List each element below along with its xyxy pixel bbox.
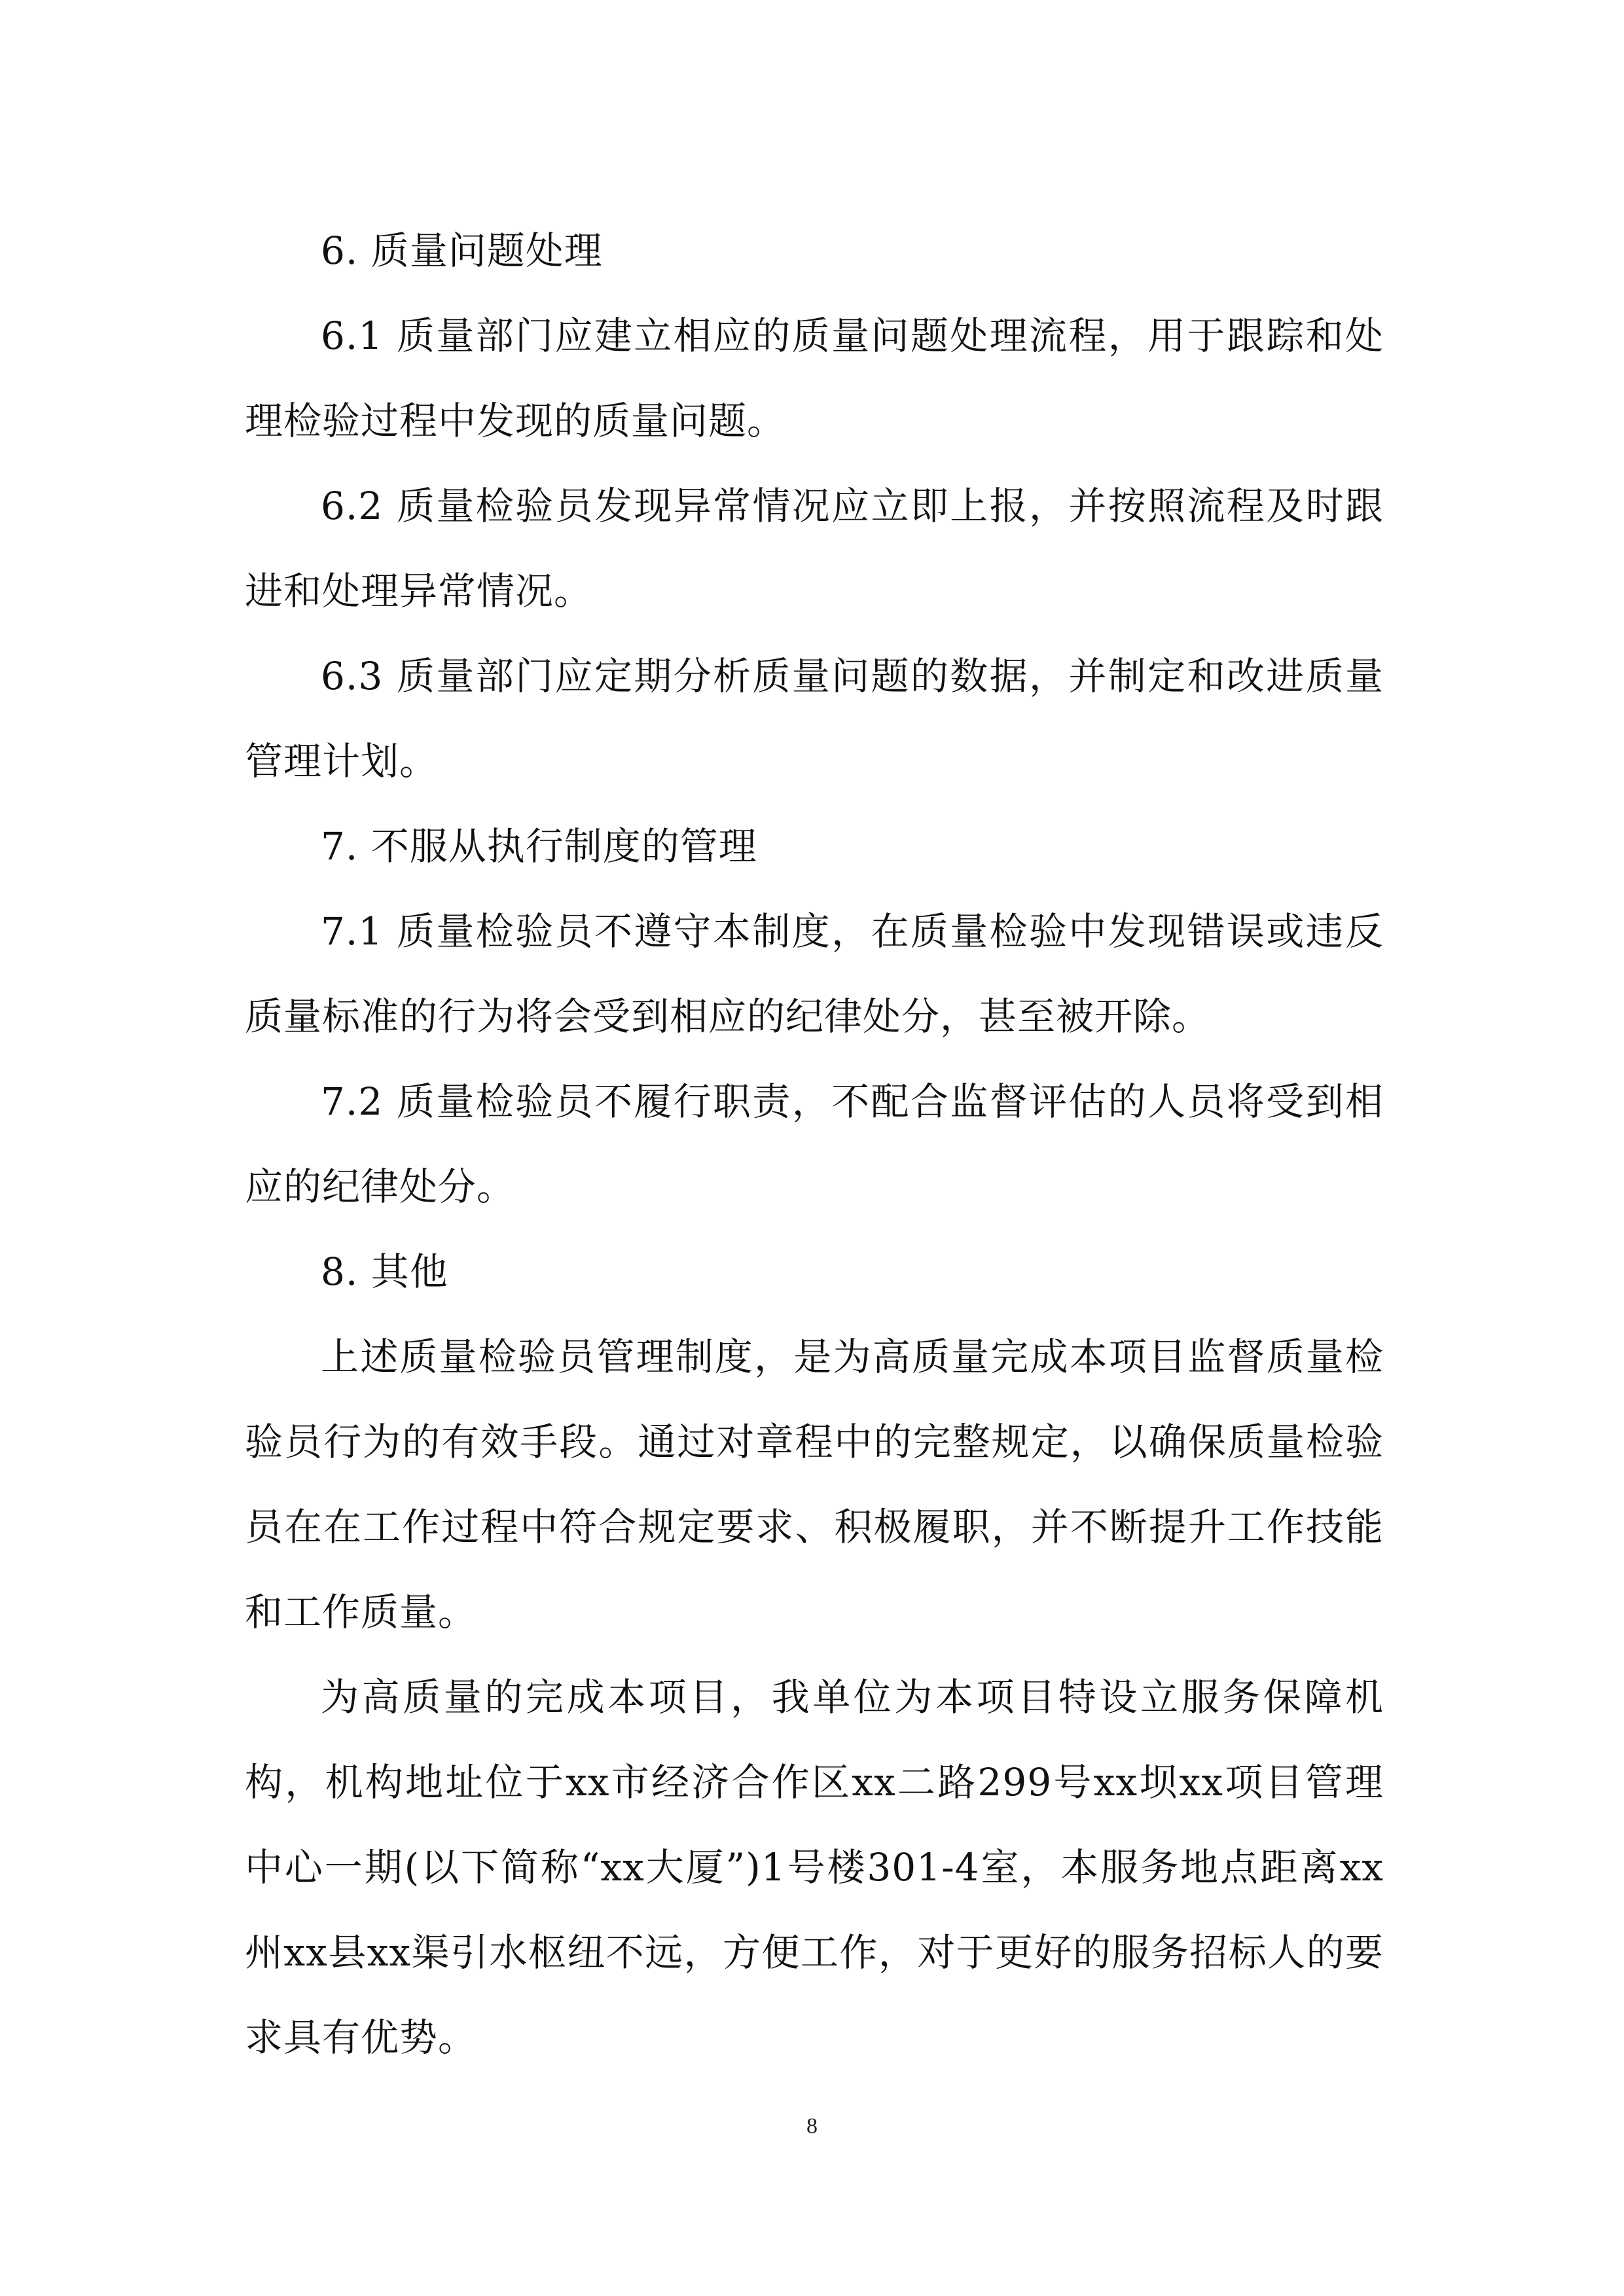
section-heading-6: 6. 质量问题处理 <box>321 228 603 273</box>
paragraph-6-2: 6.2 质量检验员发现异常情况应立即上报，并按照流程及时跟进和处理异常情况。 <box>245 484 1384 613</box>
document-body <box>245 208 1384 2080</box>
section-heading-8: 8. 其他 <box>321 1249 448 1294</box>
paragraph-7-1: 7.1 质量检验员不遵守本制度，在质量检验中发现错误或违反质量标准的行为将会受到相应的纪律处分，甚至被开除。 <box>245 909 1384 1039</box>
paragraph-6-3: 6.3 质量部门应定期分析质量问题的数据，并制定和改进质量管理计划。 <box>245 654 1384 783</box>
page-number: 8 <box>806 2114 818 2138</box>
paragraph-service-office: 为高质量的完成本项目，我单位为本项目特设立服务保障机构，机构地址位于xx市经济合作区xx二路299号xx坝xx项目管理中心一期(以下简称“xx大厦”)1号楼301-4室，本服务地点距离xx州xx县xx渠引水枢纽不远，方便工作，对于更好的服务招标人的要求具有优势。 <box>245 1675 1384 2060</box>
section-heading-7: 7. 不服从执行制度的管理 <box>321 824 757 869</box>
paragraph-summary: 上述质量检验员管理制度，是为高质量完成本项目监督质量检验员行为的有效手段。通过对章程中的完整规定，以确保质量检验员在在工作过程中符合规定要求、积极履职，并不断提升工作技能和工作质量。 <box>245 1335 1384 1634</box>
paragraph-7-2: 7.2 质量检验员不履行职责，不配合监督评估的人员将受到相应的纪律处分。 <box>245 1079 1384 1209</box>
paragraph-6-1: 6.1 质量部门应建立相应的质量问题处理流程，用于跟踪和处理检验过程中发现的质量问题。 <box>245 314 1384 443</box>
